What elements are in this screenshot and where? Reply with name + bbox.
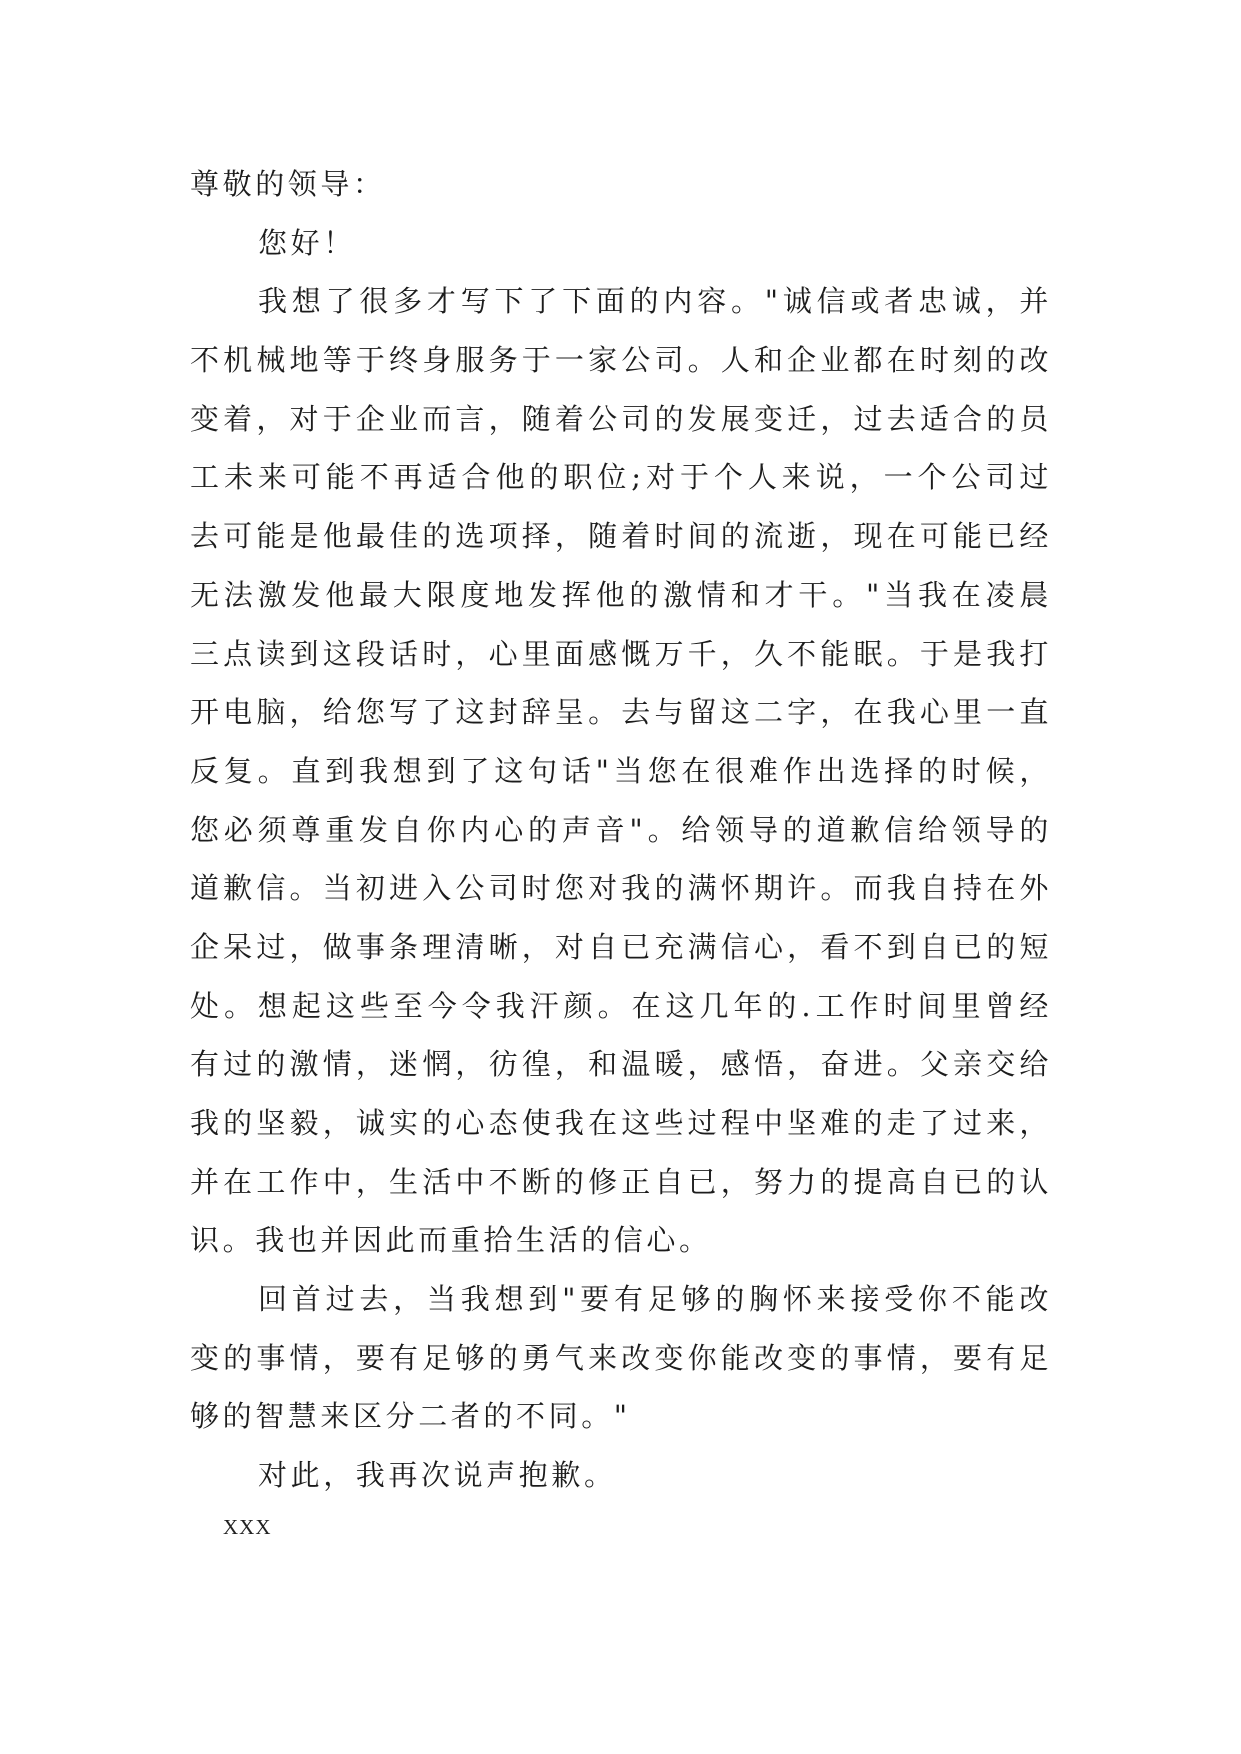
text-line: 有过的激情，迷惘，彷徨，和温暖，感悟，奋进。父亲交给 bbox=[190, 1047, 1052, 1082]
text-line: 回首过去，当我想到"要有足够的胸怀来接受你不能改 bbox=[258, 1282, 1052, 1317]
text-line: 企呆过，做事条理清晰，对自已充满信心，看不到自已的短 bbox=[190, 929, 1052, 964]
text-line: 去可能是他最佳的选项择，随着时间的流逝，现在可能已经 bbox=[190, 519, 1052, 554]
text-line: 我想了很多才写下了下面的内容。"诚信或者忠诚，并 bbox=[258, 284, 1052, 319]
text-line: 开电脑，给您写了这封辞呈。去与留这二字，在我心里一直 bbox=[190, 695, 1052, 730]
text-line: 识。我也并因此而重拾生活的信心。 bbox=[190, 1223, 712, 1258]
text-line: 变着，对于企业而言，随着公司的发展变迁，过去适合的员 bbox=[190, 401, 1052, 436]
text-line: 不机械地等于终身服务于一家公司。人和企业都在时刻的改 bbox=[190, 343, 1052, 378]
text-line: 够的智慧来区分二者的不同。" bbox=[190, 1399, 631, 1434]
text-line: 工未来可能不再适合他的职位;对于个人来说，一个公司过 bbox=[190, 460, 1052, 495]
text-line: 三点读到这段话时，心里面感慨万千，久不能眠。于是我打 bbox=[190, 636, 1052, 671]
signature: XXX bbox=[223, 1514, 272, 1539]
text-line: 道歉信。当初进入公司时您对我的满怀期许。而我自持在外 bbox=[190, 871, 1052, 906]
paragraph bbox=[190, 1270, 1052, 1446]
greeting: 您好！ bbox=[258, 225, 356, 260]
text-line: 我的坚毅，诚实的心态使我在这些过程中坚难的走了过来， bbox=[190, 1106, 1052, 1140]
text-line: 无法激发他最大限度地发挥他的激情和才干。"当我在凌晨 bbox=[190, 577, 1052, 612]
text-line: 并在工作中，生活中不断的修正自已，努力的提高自已的认 bbox=[190, 1164, 1052, 1199]
closing: 对此，我再次说声抱歉。 bbox=[258, 1458, 617, 1493]
salutation: 尊敬的领导： bbox=[190, 167, 386, 201]
paragraph bbox=[190, 272, 1052, 1270]
text-line: 反复。直到我想到了这句话"当您在很难作出选择的时候， bbox=[190, 753, 1052, 788]
letter-body bbox=[190, 155, 1052, 1549]
text-line: 变的事情，要有足够的勇气来改变你能改变的事情，要有足 bbox=[190, 1340, 1052, 1375]
text-line: 您必须尊重发自你内心的声音"。给领导的道歉信给领导的 bbox=[190, 812, 1052, 847]
text-line: 处。想起这些至今令我汗颜。在这几年的.工作时间里曾经 bbox=[190, 988, 1052, 1023]
